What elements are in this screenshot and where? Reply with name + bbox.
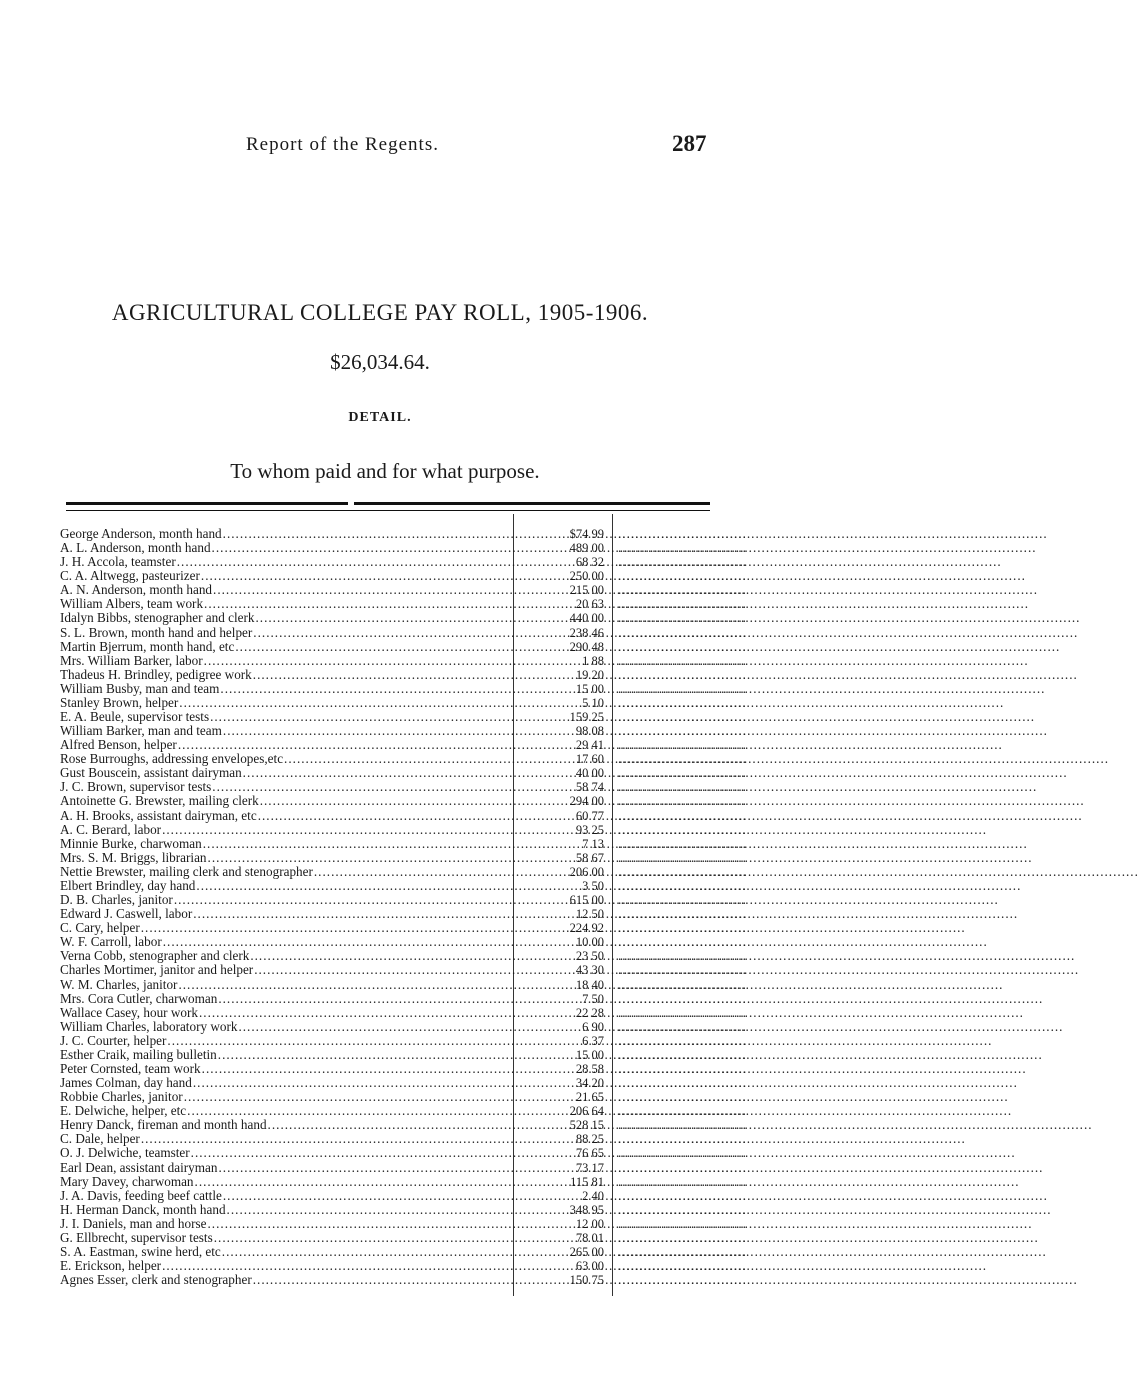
payee-description: E. Erickson, helper .....: [60, 1259, 512, 1273]
blank-column-leader: ..............................: [618, 1089, 747, 1105]
payee-description: Agnes Esser, clerk and stenographer .....: [60, 1273, 512, 1287]
blank-column-leader: ..............................: [618, 526, 747, 541]
table-row: [60, 934, 747, 950]
payment-amount: 40 00: [575, 766, 604, 781]
payee-description: Charles Mortimer, janitor and helper .....: [60, 963, 512, 977]
blank-column-leader: ..............................: [618, 821, 747, 837]
table-row: [60, 1201, 747, 1217]
payment-amount: 98 08: [575, 724, 604, 739]
payee-description: J. C. Brown, supervisor tests .....: [60, 780, 512, 794]
payment-amount: 206 64: [569, 1104, 604, 1119]
payee-description: C. Dale, helper .....: [60, 1132, 512, 1146]
payment-amount: 224 92: [569, 921, 604, 936]
payee-description: Gust Bouscein, assistant dairyman .....: [60, 766, 512, 780]
table-row: [60, 765, 747, 781]
payee-description: A. H. Brooks, assistant dairyman, etc .....: [60, 809, 512, 823]
payment-amount: 348 95: [569, 1202, 604, 1217]
top-rule-thin: [66, 510, 710, 511]
blank-column-leader: ..............................: [618, 709, 747, 725]
payee-description: Stanley Brown, helper .....: [60, 696, 512, 710]
blank-column-leader: ..............................: [618, 554, 747, 570]
table-row: [60, 666, 747, 682]
table-row: [60, 596, 747, 612]
payment-amount: 238 46: [569, 625, 604, 640]
payment-amount: 150 75: [569, 1273, 604, 1288]
table-row: [60, 1131, 747, 1147]
payee-description: William Barker, man and team .....: [60, 724, 512, 738]
payee-description: Mrs. William Barker, labor .....: [60, 654, 512, 668]
payment-amount: 58 67: [575, 850, 604, 865]
payment-amount: 528 15: [569, 1118, 604, 1133]
blank-column-leader: ..............................: [618, 610, 747, 626]
payee-description: W. F. Carroll, labor .....: [60, 935, 512, 949]
payment-amount: 206 00: [569, 864, 604, 879]
payment-amount: 7 50: [582, 991, 604, 1006]
blank-column-leader: ..............................: [618, 962, 747, 978]
payment-amount: 58 74: [575, 780, 604, 795]
running-title: Report of the Regents.: [246, 134, 439, 155]
table-row: [60, 582, 747, 598]
blank-column-leader: ..............................: [618, 638, 747, 654]
payment-amount: 489 00: [569, 541, 604, 556]
payment-amount: 250 00: [569, 569, 604, 584]
payment-amount: 15 00: [575, 1047, 604, 1062]
payee-description: Mary Davey, charwoman .....: [60, 1175, 512, 1189]
top-rule-left: [66, 502, 348, 505]
table-row: [60, 948, 747, 964]
payee-description: Mrs. Cora Cutler, charwoman .....: [60, 992, 512, 1006]
payee-description: Earl Dean, assistant dairyman .....: [60, 1161, 512, 1175]
payee-description: Thadeus H. Brindley, pedigree work .....: [60, 668, 512, 682]
table-row: [60, 624, 747, 640]
payment-amount: 28 58: [575, 1061, 604, 1076]
payment-amount: 60 77: [575, 808, 604, 823]
payment-amount: 17 60: [575, 752, 604, 767]
blank-column-leader: ..............................: [618, 934, 747, 950]
total-amount: $26,034.64.: [330, 350, 430, 374]
blank-column-leader: ..............................: [618, 863, 747, 879]
payee-description: J. C. Courter, helper .....: [60, 1034, 512, 1048]
blank-column-leader: ..............................: [618, 1272, 747, 1288]
blank-column-leader: ..............................: [618, 1117, 747, 1133]
payment-amount: 5 10: [582, 695, 604, 710]
blank-column-leader: ..............................: [618, 793, 747, 809]
table-row: [60, 1272, 747, 1288]
payee-description: James Colman, day hand .....: [60, 1076, 512, 1090]
blank-column-leader: ..............................: [618, 1032, 747, 1048]
payment-amount: 34 20: [575, 1076, 604, 1091]
payee-description: E. A. Beule, supervisor tests .....: [60, 710, 512, 724]
table-row: [60, 1032, 747, 1048]
table-row: [60, 540, 747, 556]
table-row: [60, 1089, 747, 1105]
payment-amount: 15 00: [575, 681, 604, 696]
page-number: 287: [672, 131, 707, 156]
blank-column-leader: ..............................: [618, 1173, 747, 1189]
table-row: [60, 1060, 747, 1076]
table-row: [60, 638, 747, 654]
blank-column-leader: ..............................: [618, 1103, 747, 1119]
payment-amount: 18 40: [575, 977, 604, 992]
payee-description: Wallace Casey, hour work .....: [60, 1006, 512, 1020]
payment-amount: 440 00: [569, 611, 604, 626]
table-row: [60, 779, 747, 795]
blank-column-leader: ..............................: [618, 807, 747, 823]
blank-column-leader: ..............................: [618, 892, 747, 908]
payee-description: E. Delwiche, helper, etc .....: [60, 1104, 512, 1118]
table-row: [60, 892, 747, 908]
table-row: [60, 751, 747, 767]
payee-description: Mrs. S. M. Briggs, librarian .....: [60, 851, 512, 865]
blank-column-leader: ..............................: [618, 1075, 747, 1091]
table-row: [60, 793, 747, 809]
payee-description: C. Cary, helper .....: [60, 921, 512, 935]
payee-description: Peter Cornsted, team work .....: [60, 1062, 512, 1076]
blank-column-leader: ..............................: [618, 1201, 747, 1217]
blank-column-leader: ..............................: [618, 751, 747, 767]
payment-amount: 76 65: [575, 1146, 604, 1161]
payment-amount: 23 50: [575, 949, 604, 964]
table-row: [60, 652, 747, 668]
payment-amount: 290 48: [569, 639, 604, 654]
payee-description: Esther Craik, mailing bulletin .....: [60, 1048, 512, 1062]
payee-description: D. B. Charles, janitor .....: [60, 893, 512, 907]
table-row: [60, 849, 747, 865]
payment-amount: 294 00: [569, 794, 604, 809]
payment-amount: 63 00: [575, 1259, 604, 1274]
payee-description: J. H. Accola, teamster .....: [60, 555, 512, 569]
blank-column-leader: ..............................: [618, 1187, 747, 1203]
payment-amount: 1 88: [582, 653, 604, 668]
table-row: [60, 1243, 747, 1259]
table-row: [60, 1159, 747, 1175]
payee-description: Henry Danck, fireman and month hand .....: [60, 1118, 512, 1132]
payee-description: Rose Burroughs, addressing envelopes,etc .....: [60, 752, 512, 766]
payment-amount: 2 40: [582, 1188, 604, 1203]
payee-description: Edward J. Caswell, labor .....: [60, 907, 512, 921]
payment-amount: 6 90: [582, 1019, 604, 1034]
payee-description: H. Herman Danck, month hand .....: [60, 1203, 512, 1217]
blank-column-leader: ..............................: [618, 1004, 747, 1020]
blank-column-leader: ..............................: [618, 1060, 747, 1076]
payment-amount: 6 37: [582, 1033, 604, 1048]
table-row: [60, 835, 747, 851]
payee-description: Nettie Brewster, mailing clerk and stenographer .....: [60, 865, 512, 879]
blank-column-leader: ..............................: [618, 680, 747, 696]
payee-description: Robbie Charles, janitor .....: [60, 1090, 512, 1104]
table-row: [60, 568, 747, 584]
table-row: [60, 821, 747, 837]
payee-description: Elbert Brindley, day hand .....: [60, 879, 512, 893]
document-title: AGRICULTURAL COLLEGE PAY ROLL, 1905-1906.: [111, 300, 649, 325]
blank-column-leader: ..............................: [618, 835, 747, 851]
blank-column-leader: ..............................: [618, 990, 747, 1006]
payment-amount: 22 28: [575, 1005, 604, 1020]
payee-description: Antoinette G. Brewster, mailing clerk .....: [60, 794, 512, 808]
section-heading: DETAIL.: [348, 410, 412, 425]
payee-description: G. Ellbrecht, supervisor tests .....: [60, 1231, 512, 1245]
blank-column-leader: ..............................: [618, 723, 747, 739]
blank-column-leader: ..............................: [618, 1159, 747, 1175]
blank-column-leader: ..............................: [618, 1145, 747, 1161]
payment-amount: $74 99: [569, 527, 604, 541]
payment-amount: 12 00: [575, 1216, 604, 1231]
table-row: [60, 990, 747, 1006]
table-row: [60, 526, 747, 541]
blank-column-leader: ..............................: [618, 948, 747, 964]
payee-description: C. A. Altwegg, pasteurizer .....: [60, 569, 512, 583]
table-row: [60, 906, 747, 922]
payee-description: William Charles, laboratory work .....: [60, 1020, 512, 1034]
payee-description: J. A. Davis, feeding beef cattle .....: [60, 1189, 512, 1203]
blank-column-leader: ..............................: [618, 1018, 747, 1034]
blank-column-leader: ..............................: [618, 765, 747, 781]
blank-column-leader: ..............................: [618, 976, 747, 992]
payee-description: William Busby, man and team .....: [60, 682, 512, 696]
payee-description: A. L. Anderson, month hand .....: [60, 541, 512, 555]
payment-amount: 93 25: [575, 822, 604, 837]
table-subtitle: To whom paid and for what purpose.: [230, 459, 540, 483]
payment-amount: 3 50: [582, 878, 604, 893]
payment-amount: 159 25: [569, 710, 604, 725]
table-row: [60, 1046, 747, 1062]
payee-description: Alfred Benson, helper .....: [60, 738, 512, 752]
blank-column-leader: ..............................: [618, 1258, 747, 1274]
payment-amount: 29 41: [575, 738, 604, 753]
table-row: [60, 863, 747, 879]
payroll-table: [60, 526, 747, 1288]
table-row: [60, 680, 747, 696]
table-row: [60, 1103, 747, 1119]
blank-column-leader: ..............................: [618, 779, 747, 795]
table-row: [60, 1258, 747, 1274]
table-row: [60, 737, 747, 753]
blank-column-leader: ..............................: [618, 877, 747, 893]
payee-description: S. A. Eastman, swine herd, etc .....: [60, 1245, 512, 1259]
payee-description: Martin Bjerrum, month hand, etc .....: [60, 640, 512, 654]
table-row: [60, 1075, 747, 1091]
table-row: [60, 920, 747, 936]
payment-amount: 215 00: [569, 583, 604, 598]
table-row: [60, 1229, 747, 1245]
payment-amount: 7 13: [582, 836, 604, 851]
blank-column-leader: ..............................: [618, 920, 747, 936]
payment-amount: 88 25: [575, 1132, 604, 1147]
payee-description: O. J. Delwiche, teamster .....: [60, 1146, 512, 1160]
blank-column-leader: ..............................: [618, 849, 747, 865]
table-row: [60, 1018, 747, 1034]
blank-column-leader: ..............................: [618, 737, 747, 753]
blank-column-leader: ..............................: [618, 1229, 747, 1245]
table-row: [60, 1145, 747, 1161]
payee-description: W. M. Charles, janitor .....: [60, 978, 512, 992]
blank-column-leader: ..............................: [618, 1046, 747, 1062]
table-row: [60, 962, 747, 978]
payment-amount: 10 00: [575, 935, 604, 950]
top-rule-right: [354, 502, 710, 505]
table-row: [60, 694, 747, 710]
table-row: [60, 723, 747, 739]
payment-amount: 20 63: [575, 597, 604, 612]
payment-amount: 615 00: [569, 893, 604, 908]
payment-amount: 73 17: [575, 1160, 604, 1175]
table-row: [60, 1004, 747, 1020]
payee-description: S. L. Brown, month hand and helper .....: [60, 626, 512, 640]
payment-amount: 78 01: [575, 1230, 604, 1245]
table-row: [60, 1187, 747, 1203]
payment-amount: 19 20: [575, 667, 604, 682]
payee-description: A. C. Berard, labor .....: [60, 823, 512, 837]
blank-column-leader: ..............................: [618, 1215, 747, 1231]
table-row: [60, 709, 747, 725]
payee-description: George Anderson, month hand .....: [60, 527, 512, 541]
payment-amount: 115 81: [570, 1174, 604, 1189]
table-row: [60, 1117, 747, 1133]
payee-description: William Albers, team work .....: [60, 597, 512, 611]
table-row: [60, 976, 747, 992]
blank-column-leader: ..............................: [618, 906, 747, 922]
payment-amount: 265 00: [569, 1244, 604, 1259]
blank-column-leader: ..............................: [618, 1243, 747, 1259]
payee-description: J. I. Daniels, man and horse .....: [60, 1217, 512, 1231]
table-row: [60, 610, 747, 626]
blank-column-leader: ..............................: [618, 694, 747, 710]
table-row: [60, 554, 747, 570]
table-row: [60, 807, 747, 823]
blank-column-leader: ..............................: [618, 596, 747, 612]
blank-column-leader: ..............................: [618, 568, 747, 584]
payee-description: Verna Cobb, stenographer and clerk .....: [60, 949, 512, 963]
payee-description: Minnie Burke, charwoman .....: [60, 837, 512, 851]
payment-amount: 21 65: [575, 1090, 604, 1105]
table-row: [60, 877, 747, 893]
payee-description: A. N. Anderson, month hand .....: [60, 583, 512, 597]
blank-column-leader: ..............................: [618, 652, 747, 668]
table-row: [60, 1215, 747, 1231]
table-row: [60, 1173, 747, 1189]
blank-column-leader: ..............................: [618, 666, 747, 682]
payment-amount: 12 50: [575, 907, 604, 922]
payee-description: Idalyn Bibbs, stenographer and clerk .....: [60, 611, 512, 625]
blank-column-leader: ..............................: [618, 582, 747, 598]
payment-amount: 68 32: [575, 555, 604, 570]
payment-amount: 43 30: [575, 963, 604, 978]
blank-column-leader: ..............................: [618, 540, 747, 556]
blank-column-leader: ..............................: [618, 1131, 747, 1147]
blank-column-leader: ..............................: [618, 624, 747, 640]
